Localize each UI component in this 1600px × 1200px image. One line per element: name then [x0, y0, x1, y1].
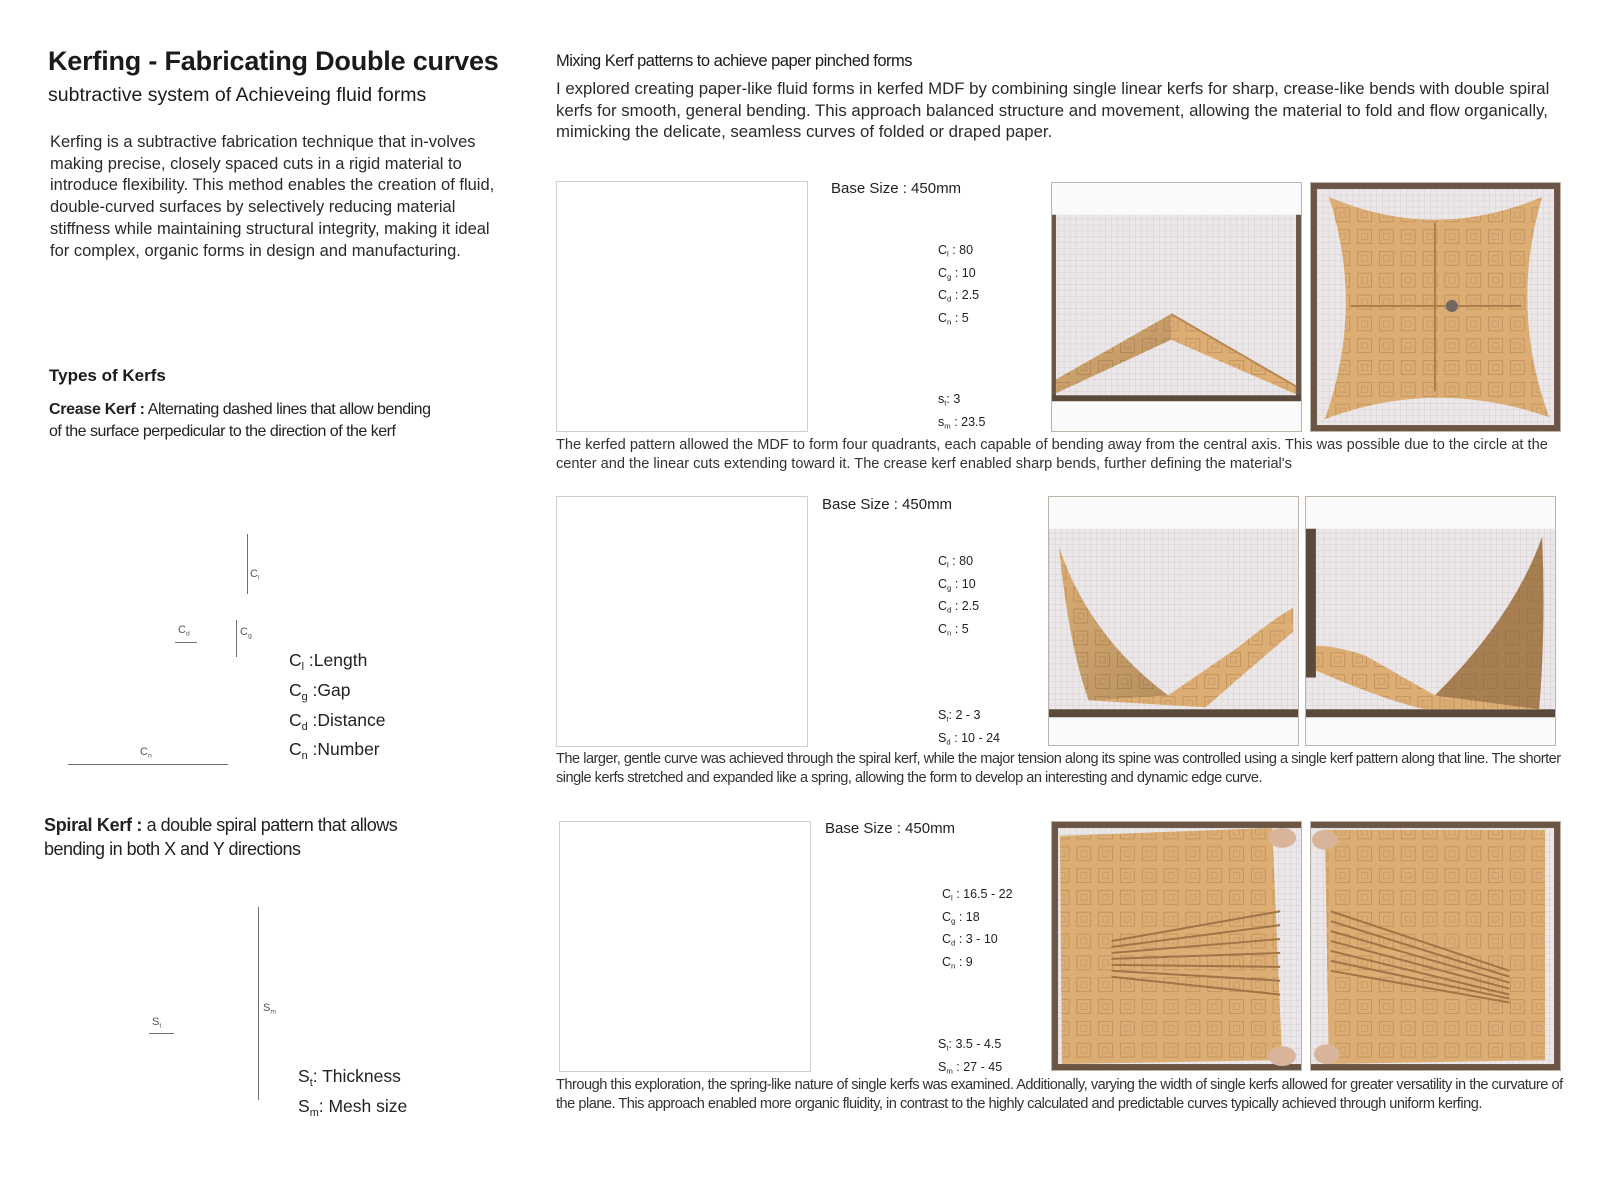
legend-length: $C_l$ :Length: [289, 650, 368, 673]
page-subtitle: subtractive system of Achieveing fluid forms: [48, 84, 427, 106]
types-heading: Types of Kerfs: [49, 366, 166, 385]
thickness-dimension-line: [149, 1033, 174, 1034]
crease-params-1: $C_l$ : 80 $C_g$ : 10 $C_d$ : 2.5 $C_n$ : 5: [938, 243, 980, 327]
crease-params-3: $C_l$ : 16.5 - 22 $C_g$ : 18 $C_d$ : 3 - 10 $C_n$ : 9: [942, 887, 1013, 971]
base-size-label-2: Base Size : 450mm: [822, 496, 953, 513]
section-intro: I explored creating paper-like fluid forms in kerfed MDF by combining single linear kerfs for sharp, crease-like bends with double spiral kerfs for smooth, general bending. This approach balanced structure and movement, allowing the material to fold and flow organically, mimicking the delicate, seamless curves of folded or draped paper.: [556, 79, 1550, 141]
model-photo-3b: [1310, 821, 1561, 1071]
caption-1: The kerfed pattern allowed the MDF to form four quadrants, each capable of bending away from the central axis. This was possible due to the circle at the center and the linear cuts extending toward it. The crease kerf enabled sharp bends, further defining the material's: [556, 437, 1548, 472]
section-heading: Mixing Kerf patterns to achieve paper pinched forms: [556, 52, 913, 70]
crease-kerf-legend: [289, 649, 385, 768]
mesh-size-dimension-label: $S_m$: [263, 1002, 277, 1016]
spiral-params-2: $S_t$: 2 - 3 $S_d$ : 10 - 24: [938, 708, 1000, 747]
gap-dimension-label: $C_g$: [240, 626, 252, 640]
legend-thickness: $S_t$: Thickness: [298, 1066, 401, 1089]
number-dimension-line: [68, 764, 228, 765]
kerf-pattern-panel-1: [556, 181, 808, 432]
model-photo-2a: [1048, 496, 1299, 746]
length-dimension-label: $C_l$: [250, 568, 260, 582]
mesh-size-dimension-line: [258, 907, 259, 1100]
spiral-params-1: $s_t$: 3 $s_m$ : 23.5: [938, 392, 986, 431]
legend-gap: $C_g$ :Gap: [289, 679, 351, 703]
crease-kerf-label: Crease Kerf :: [49, 401, 145, 418]
page-title: Kerfing - Fabricating Double curves: [48, 46, 499, 76]
base-size-label-3: Base Size : 450mm: [825, 820, 956, 837]
spiral-kerf-text: a double spiral pattern that allows bending in both X and Y directions: [44, 815, 398, 859]
spiral-params-3: $S_t$: 3.5 - 4.5 $S_m$ : 27 - 45: [938, 1037, 1003, 1076]
model-photo-3a: [1051, 821, 1302, 1071]
distance-dimension-label: $C_d$: [178, 624, 190, 638]
base-size-label-1: Base Size : 450mm: [831, 180, 962, 197]
crease-kerf-description: [49, 399, 439, 442]
legend-number: $C_n$ :Number: [289, 739, 380, 763]
crease-params-2: $C_l$ : 80 $C_g$ : 10 $C_d$ : 2.5 $C_n$ : 5: [938, 554, 980, 638]
number-dimension-label: $C_n$: [140, 746, 152, 760]
length-dimension-line: [247, 534, 248, 594]
spiral-kerf-label: Spiral Kerf :: [44, 815, 143, 835]
crease-kerf-text: Alternating dashed lines that allow bending of the surface perpedicular to the direction of the kerf: [49, 401, 431, 440]
thickness-dimension-label: $S_t$: [152, 1016, 162, 1030]
model-photo-2b: [1305, 496, 1556, 746]
distance-dimension-line: [175, 642, 197, 643]
intro-paragraph: Kerfing is a subtractive fabrication technique that in-volves making precise, closely spaced cuts in a rigid material to introduce flexibility. This method enables the creation of fluid, double-curved surfaces by selectively reducing material stiffness while maintaining structural integrity, making it ideal for complex, organic forms in design and manufacturing.: [50, 133, 495, 260]
kerf-pattern-panel-3: [559, 821, 811, 1072]
caption-3: Through this exploration, the spring-like nature of single kerfs was examined. Additionally, varying the width of single kerfs allowed for greater versatility in the curvature of the plane. This approach enabled more organic fluidity, in contrast to the highly calculated and predictable curves typically achieved through uniform kerfing.: [556, 1077, 1563, 1112]
spiral-kerf-legend: [298, 1065, 407, 1125]
model-photo-1b: [1310, 182, 1561, 432]
legend-mesh-size: $S_m$: Mesh size: [298, 1095, 408, 1119]
kerf-pattern-panel-2: [556, 496, 808, 747]
spiral-kerf-description: [44, 813, 444, 861]
model-photo-1a: [1051, 182, 1302, 432]
gap-dimension-line: [236, 620, 237, 657]
legend-distance: $C_d$ :Distance: [289, 709, 386, 733]
caption-2: The larger, gentle curve was achieved through the spiral kerf, while the major tension along its spine was controlled using a single kerf pattern along that line. The shorter single kerfs stretched and expanded like a spring, allowing the form to develop an interesting and dynamic edge curve.: [556, 751, 1561, 786]
